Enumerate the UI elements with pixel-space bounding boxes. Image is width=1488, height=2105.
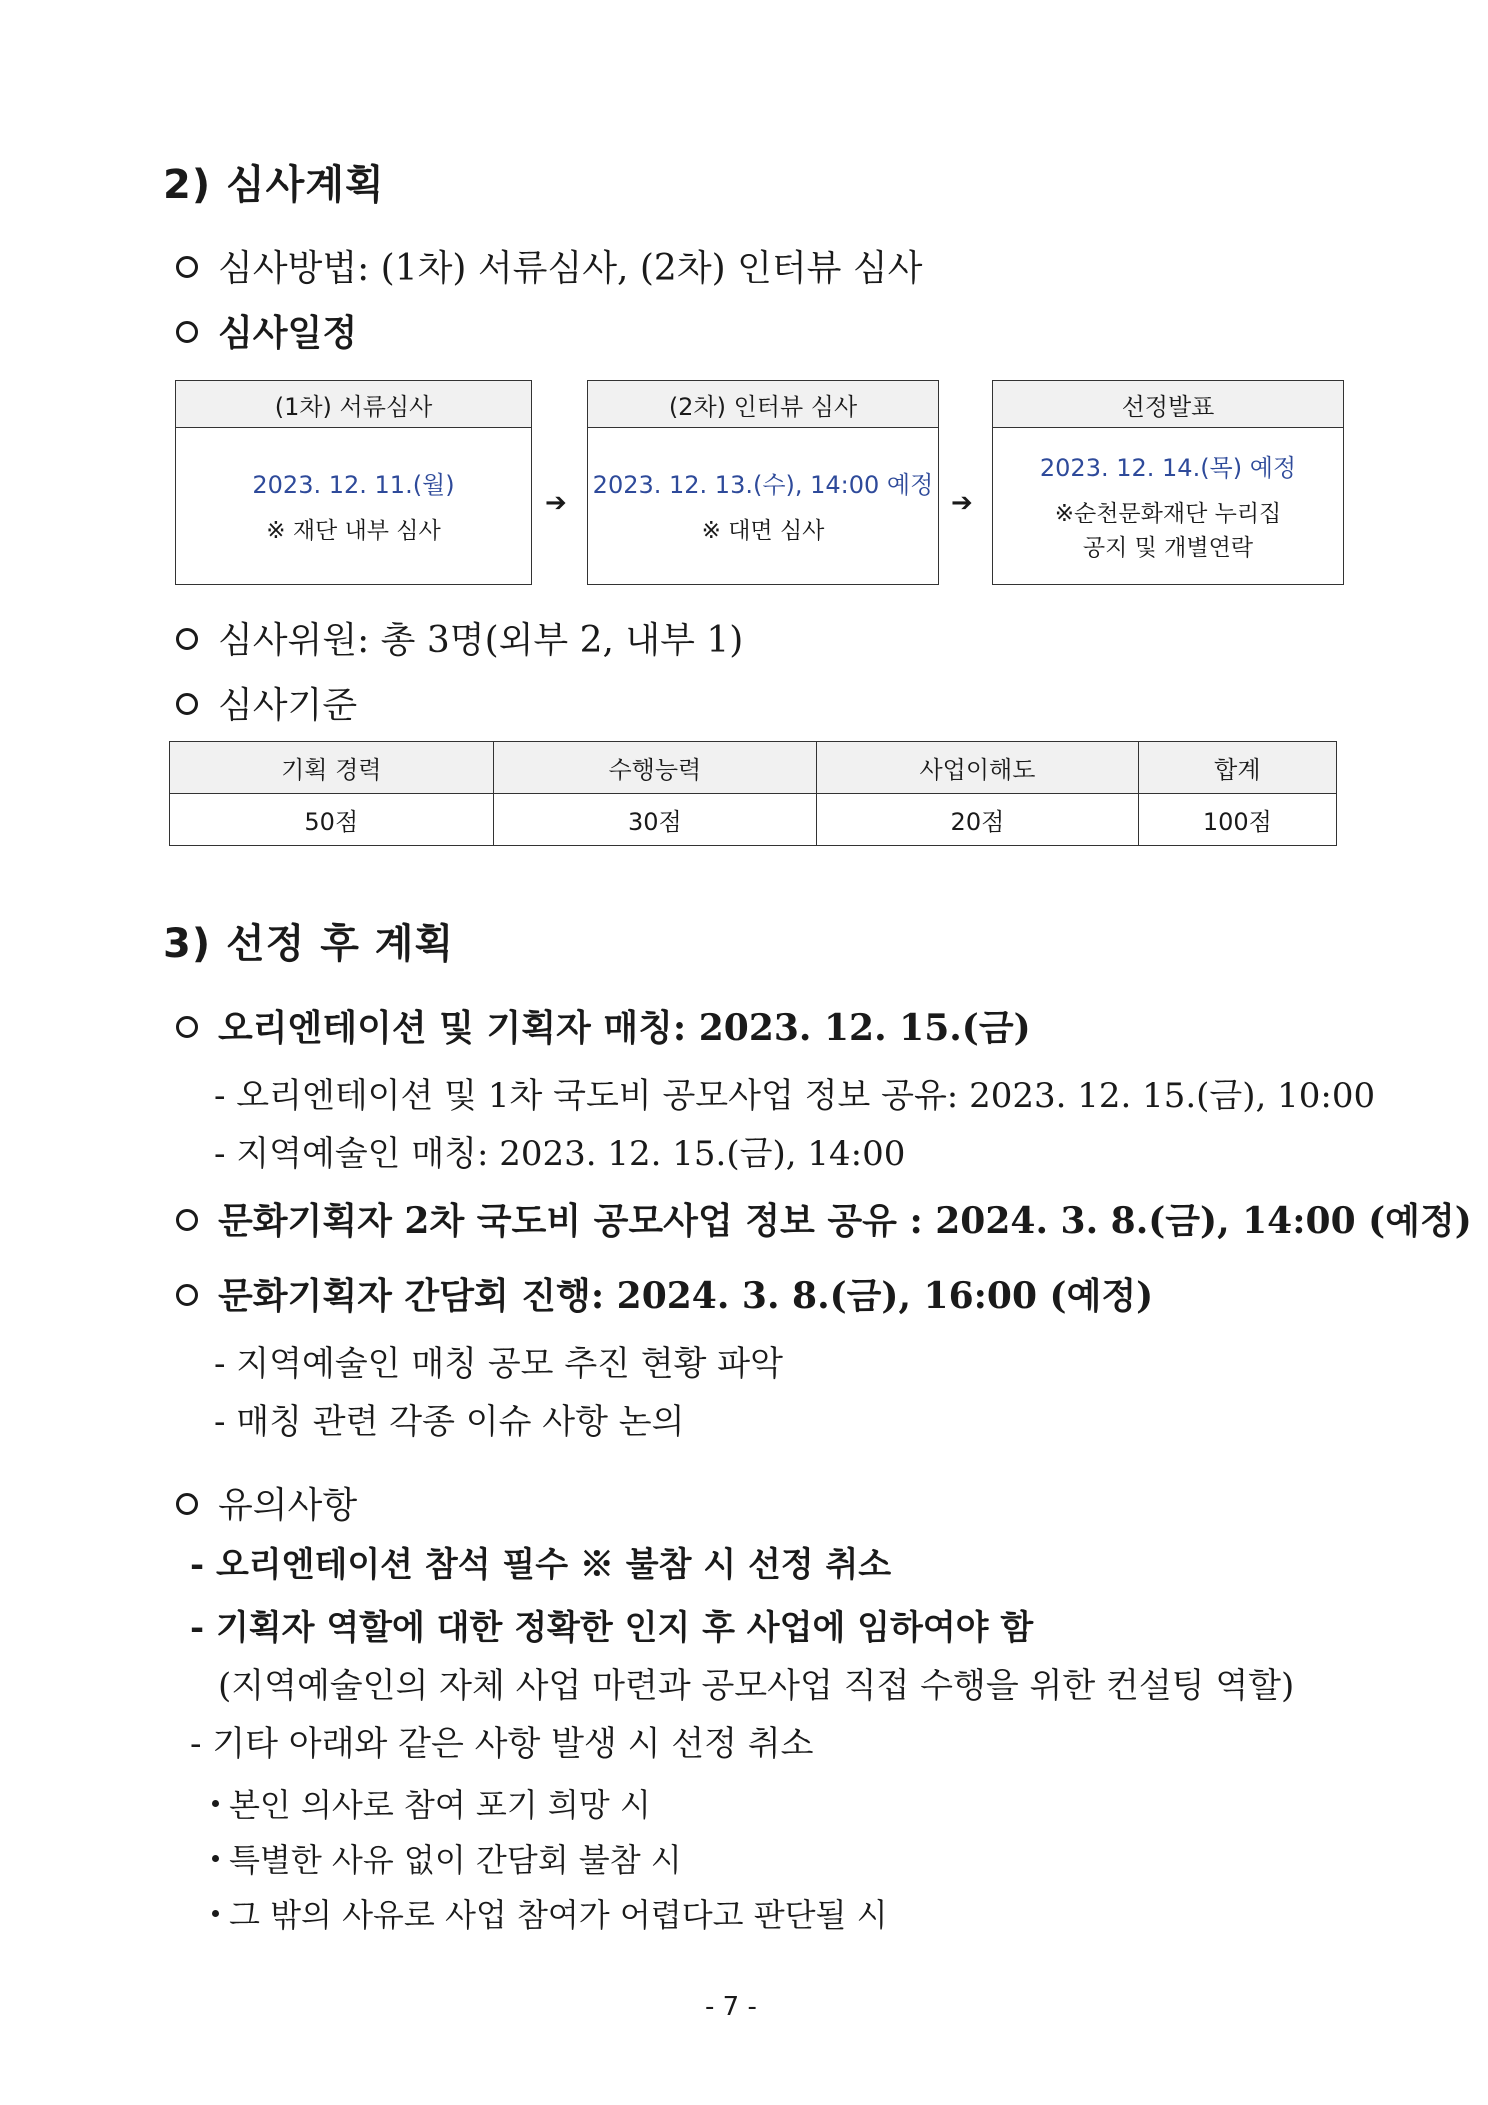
- circle-bullet-icon: [176, 321, 198, 343]
- table-header-row: [170, 742, 1337, 794]
- schedule-step-2: [587, 380, 939, 585]
- circle-bullet-icon: [176, 693, 198, 715]
- criteria-table: [169, 741, 1337, 846]
- table-cell: 50점: [170, 794, 494, 846]
- circle-bullet-icon: [176, 1493, 198, 1515]
- review-committee: 심사위원: 총 3명(외부 2, 내부 1): [176, 612, 743, 663]
- schedule-step-3: [992, 380, 1344, 585]
- arrow-right-icon: ➔: [951, 488, 973, 518]
- review-method: 심사방법: (1차) 서류심사, (2차) 인터뷰 심사: [176, 240, 922, 291]
- circle-bullet-icon: [176, 256, 198, 278]
- table-row: [170, 794, 1337, 846]
- orientation-sub-item: - 오리엔테이션 및 1차 국도비 공모사업 정보 공유: 2023. 12. 15.(금), 10:00: [214, 1076, 1376, 1116]
- note-item: - 기타 아래와 같은 사항 발생 시 선정 취소: [190, 1724, 814, 1764]
- orientation-item: 오리엔테이션 및 기획자 매칭: 2023. 12. 15.(금): [176, 1000, 1031, 1051]
- note-item: - 기획자 역할에 대한 정확한 인지 후 사업에 임하여야 함: [190, 1608, 1034, 1648]
- meeting-sub-item: - 매칭 관련 각종 이슈 사항 논의: [214, 1402, 685, 1442]
- step-header: 선정발표: [993, 381, 1343, 428]
- step-header: (2차) 인터뷰 심사: [588, 381, 938, 428]
- dot-bullet-icon: [212, 1855, 219, 1862]
- notes-label: 유의사항: [176, 1477, 357, 1528]
- meeting-sub-item: - 지역예술인 매칭 공모 추진 현황 파악: [214, 1344, 783, 1384]
- table-cell: 20점: [817, 794, 1139, 846]
- table-header-cell: 수행능력: [493, 742, 817, 794]
- review-schedule-label: 심사일정: [176, 305, 357, 356]
- section-2-title: 2) 심사계획: [163, 162, 385, 208]
- circle-bullet-icon: [176, 1016, 198, 1038]
- table-cell: 100점: [1138, 794, 1336, 846]
- note-item: - 오리엔테이션 참석 필수 ※ 불참 시 선정 취소: [190, 1545, 892, 1585]
- circle-bullet-icon: [176, 1209, 198, 1231]
- note-sub-item: 특별한 사유 없이 간담회 불참 시: [212, 1835, 682, 1881]
- step-note: ※ 대면 심사: [701, 517, 825, 544]
- note-sub-item: 본인 의사로 참여 포기 희망 시: [212, 1780, 651, 1826]
- orientation-sub-item: - 지역예술인 매칭: 2023. 12. 15.(금), 14:00: [214, 1134, 906, 1174]
- meeting-item: 문화기획자 간담회 진행: 2024. 3. 8.(금), 16:00 (예정): [176, 1268, 1153, 1319]
- step-note: ※순천문화재단 누리집 공지 및 개별연락: [1054, 500, 1282, 561]
- circle-bullet-icon: [176, 628, 198, 650]
- dot-bullet-icon: [212, 1800, 219, 1807]
- section-3-title: 3) 선정 후 계획: [163, 921, 455, 967]
- schedule-step-1: [175, 380, 532, 585]
- note-sub-item: 그 밖의 사유로 사업 참여가 어렵다고 판단될 시: [212, 1890, 888, 1936]
- page-number: - 7 -: [705, 1992, 757, 2022]
- table-header-cell: 기획 경력: [170, 742, 494, 794]
- table-header-cell: 사업이해도: [817, 742, 1139, 794]
- dot-bullet-icon: [212, 1910, 219, 1917]
- arrow-right-icon: ➔: [545, 488, 567, 518]
- step-date: 2023. 12. 11.(월): [252, 470, 455, 499]
- share-2nd-item: 문화기획자 2차 국도비 공모사업 정보 공유 : 2024. 3. 8.(금), 14:00 (예정): [176, 1193, 1472, 1244]
- review-criteria-label: 심사기준: [176, 677, 357, 728]
- note-item-paren: (지역예술인의 자체 사업 마련과 공모사업 직접 수행을 위한 컨설팅 역할): [218, 1666, 1295, 1706]
- step-date: 2023. 12. 13.(수), 14:00 예정: [592, 470, 934, 499]
- step-note: ※ 재단 내부 심사: [266, 517, 441, 544]
- step-header: (1차) 서류심사: [176, 381, 531, 428]
- table-cell: 30점: [493, 794, 817, 846]
- circle-bullet-icon: [176, 1284, 198, 1306]
- step-date: 2023. 12. 14.(목) 예정: [1039, 453, 1297, 482]
- table-header-cell: 합계: [1138, 742, 1336, 794]
